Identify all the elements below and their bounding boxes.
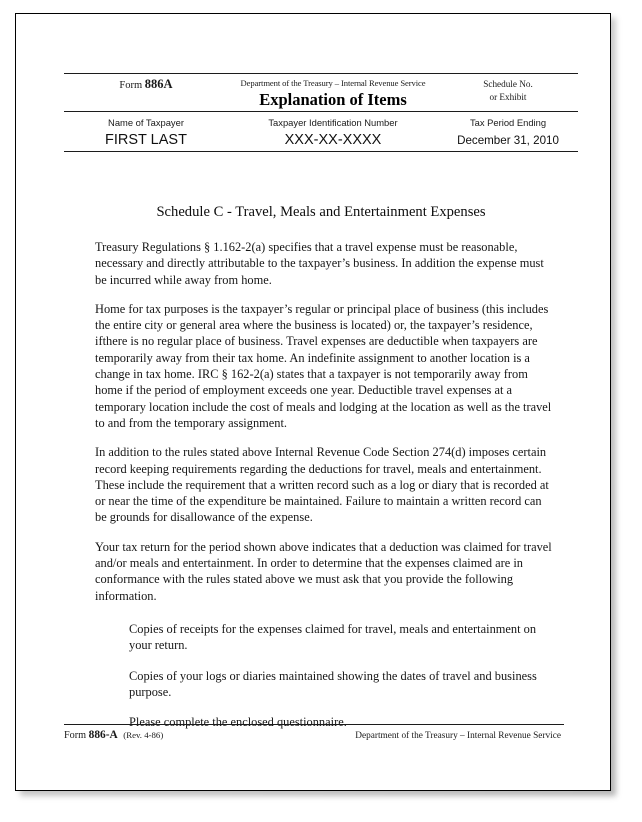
footer-revision: (Rev. 4-86) bbox=[123, 730, 164, 740]
schedule-number-cell bbox=[438, 74, 578, 112]
footer-form-label-prefix: Form bbox=[64, 730, 87, 741]
form-label-prefix: Form bbox=[119, 80, 143, 91]
taxpayer-id-cell bbox=[228, 112, 438, 152]
tax-period-value: December 31, 2010 bbox=[457, 134, 559, 147]
tax-period-cell bbox=[438, 112, 578, 152]
explanation-title-cell bbox=[228, 74, 438, 112]
footer-form-number: 886-A bbox=[88, 729, 118, 741]
taxpayer-id-label: Taxpayer Identification Number bbox=[268, 117, 398, 128]
or-exhibit-label: or Exhibit bbox=[489, 91, 527, 102]
page-title: Schedule C - Travel, Meals and Entertainment Expenses bbox=[156, 204, 486, 220]
form-number: 886A bbox=[144, 77, 173, 91]
paragraph-treasury-regulations: Treasury Regulations § 1.162-2(a) specifies that a travel expense must be reasonable, necessary and directly attributable to the taxpayer’s business. In addition the expense must be incurred while away from home. bbox=[95, 240, 544, 287]
name-of-taxpayer-label: Name of Taxpayer bbox=[108, 117, 184, 128]
requested-item-logs: Copies of your logs or diaries maintained showing the dates of travel and business purpose. bbox=[129, 668, 537, 699]
explanation-of-items-title: Explanation of Items bbox=[259, 90, 407, 109]
taxpayer-name-value: FIRST LAST bbox=[105, 132, 187, 148]
header-department-line: Department of the Treasury – Internal Revenue Service bbox=[240, 78, 426, 88]
document-page bbox=[15, 13, 611, 791]
paragraph-home-for-tax-purposes: Home for tax purposes is the taxpayer’s regular or principal place of business (this includes the entire city or general area where the business is located) or, the taxpayer’s residence, ifthere is no regular place of business. Travel expenses are deductible when taxpayers are temporarily away from their tax home. An indefinite assignment to another location is a change in tax home. IRC § 162-2(a) states that a taxpayer is not temporarily away from home if the period of employment exceeds one year. Deductible travel expenses at a temporary location include the cost of meals and lodging at the location as well as the travel to and from the temporary assignment. bbox=[95, 301, 552, 430]
requested-item-questionnaire: Please complete the enclosed questionnaire. bbox=[129, 715, 347, 730]
footer-department-line: Department of the Treasury – Internal Revenue Service bbox=[355, 731, 561, 741]
requested-item-receipts: Copies of receipts for the expenses claimed for travel, meals and entertainment on your return. bbox=[129, 621, 537, 653]
form-header-table bbox=[64, 73, 578, 152]
form-footer bbox=[64, 724, 564, 741]
header-row-top bbox=[64, 74, 578, 112]
body-content bbox=[95, 239, 553, 744]
paragraph-record-keeping: In addition to the rules stated above Internal Revenue Code Section 274(d) imposes certain record keeping requirements regarding the deductions for travel, meals and entertainment. These include the requirement that a written record such as a log or diary that is recorded at or near the time of the expenditure be maintained. Failure to maintain a written record can be grounds for disallowance of the expense. bbox=[95, 445, 549, 525]
tax-period-label: Tax Period Ending bbox=[469, 117, 547, 128]
paragraph-your-tax-return: Your tax return for the period shown above indicates that a deduction was claimed for travel and/or meals and entertainment. In order to determine that the expenses claimed are in conformance with the rules stated above we must ask that you provide the following information. bbox=[95, 539, 552, 603]
taxpayer-id-value: XXX-XX-XXXX bbox=[284, 132, 382, 148]
header-row-bottom bbox=[64, 112, 578, 152]
form-number-cell bbox=[64, 74, 228, 112]
footer-form-identifier bbox=[64, 729, 163, 741]
taxpayer-name-cell bbox=[64, 112, 228, 152]
schedule-no-label: Schedule No. bbox=[483, 79, 533, 89]
